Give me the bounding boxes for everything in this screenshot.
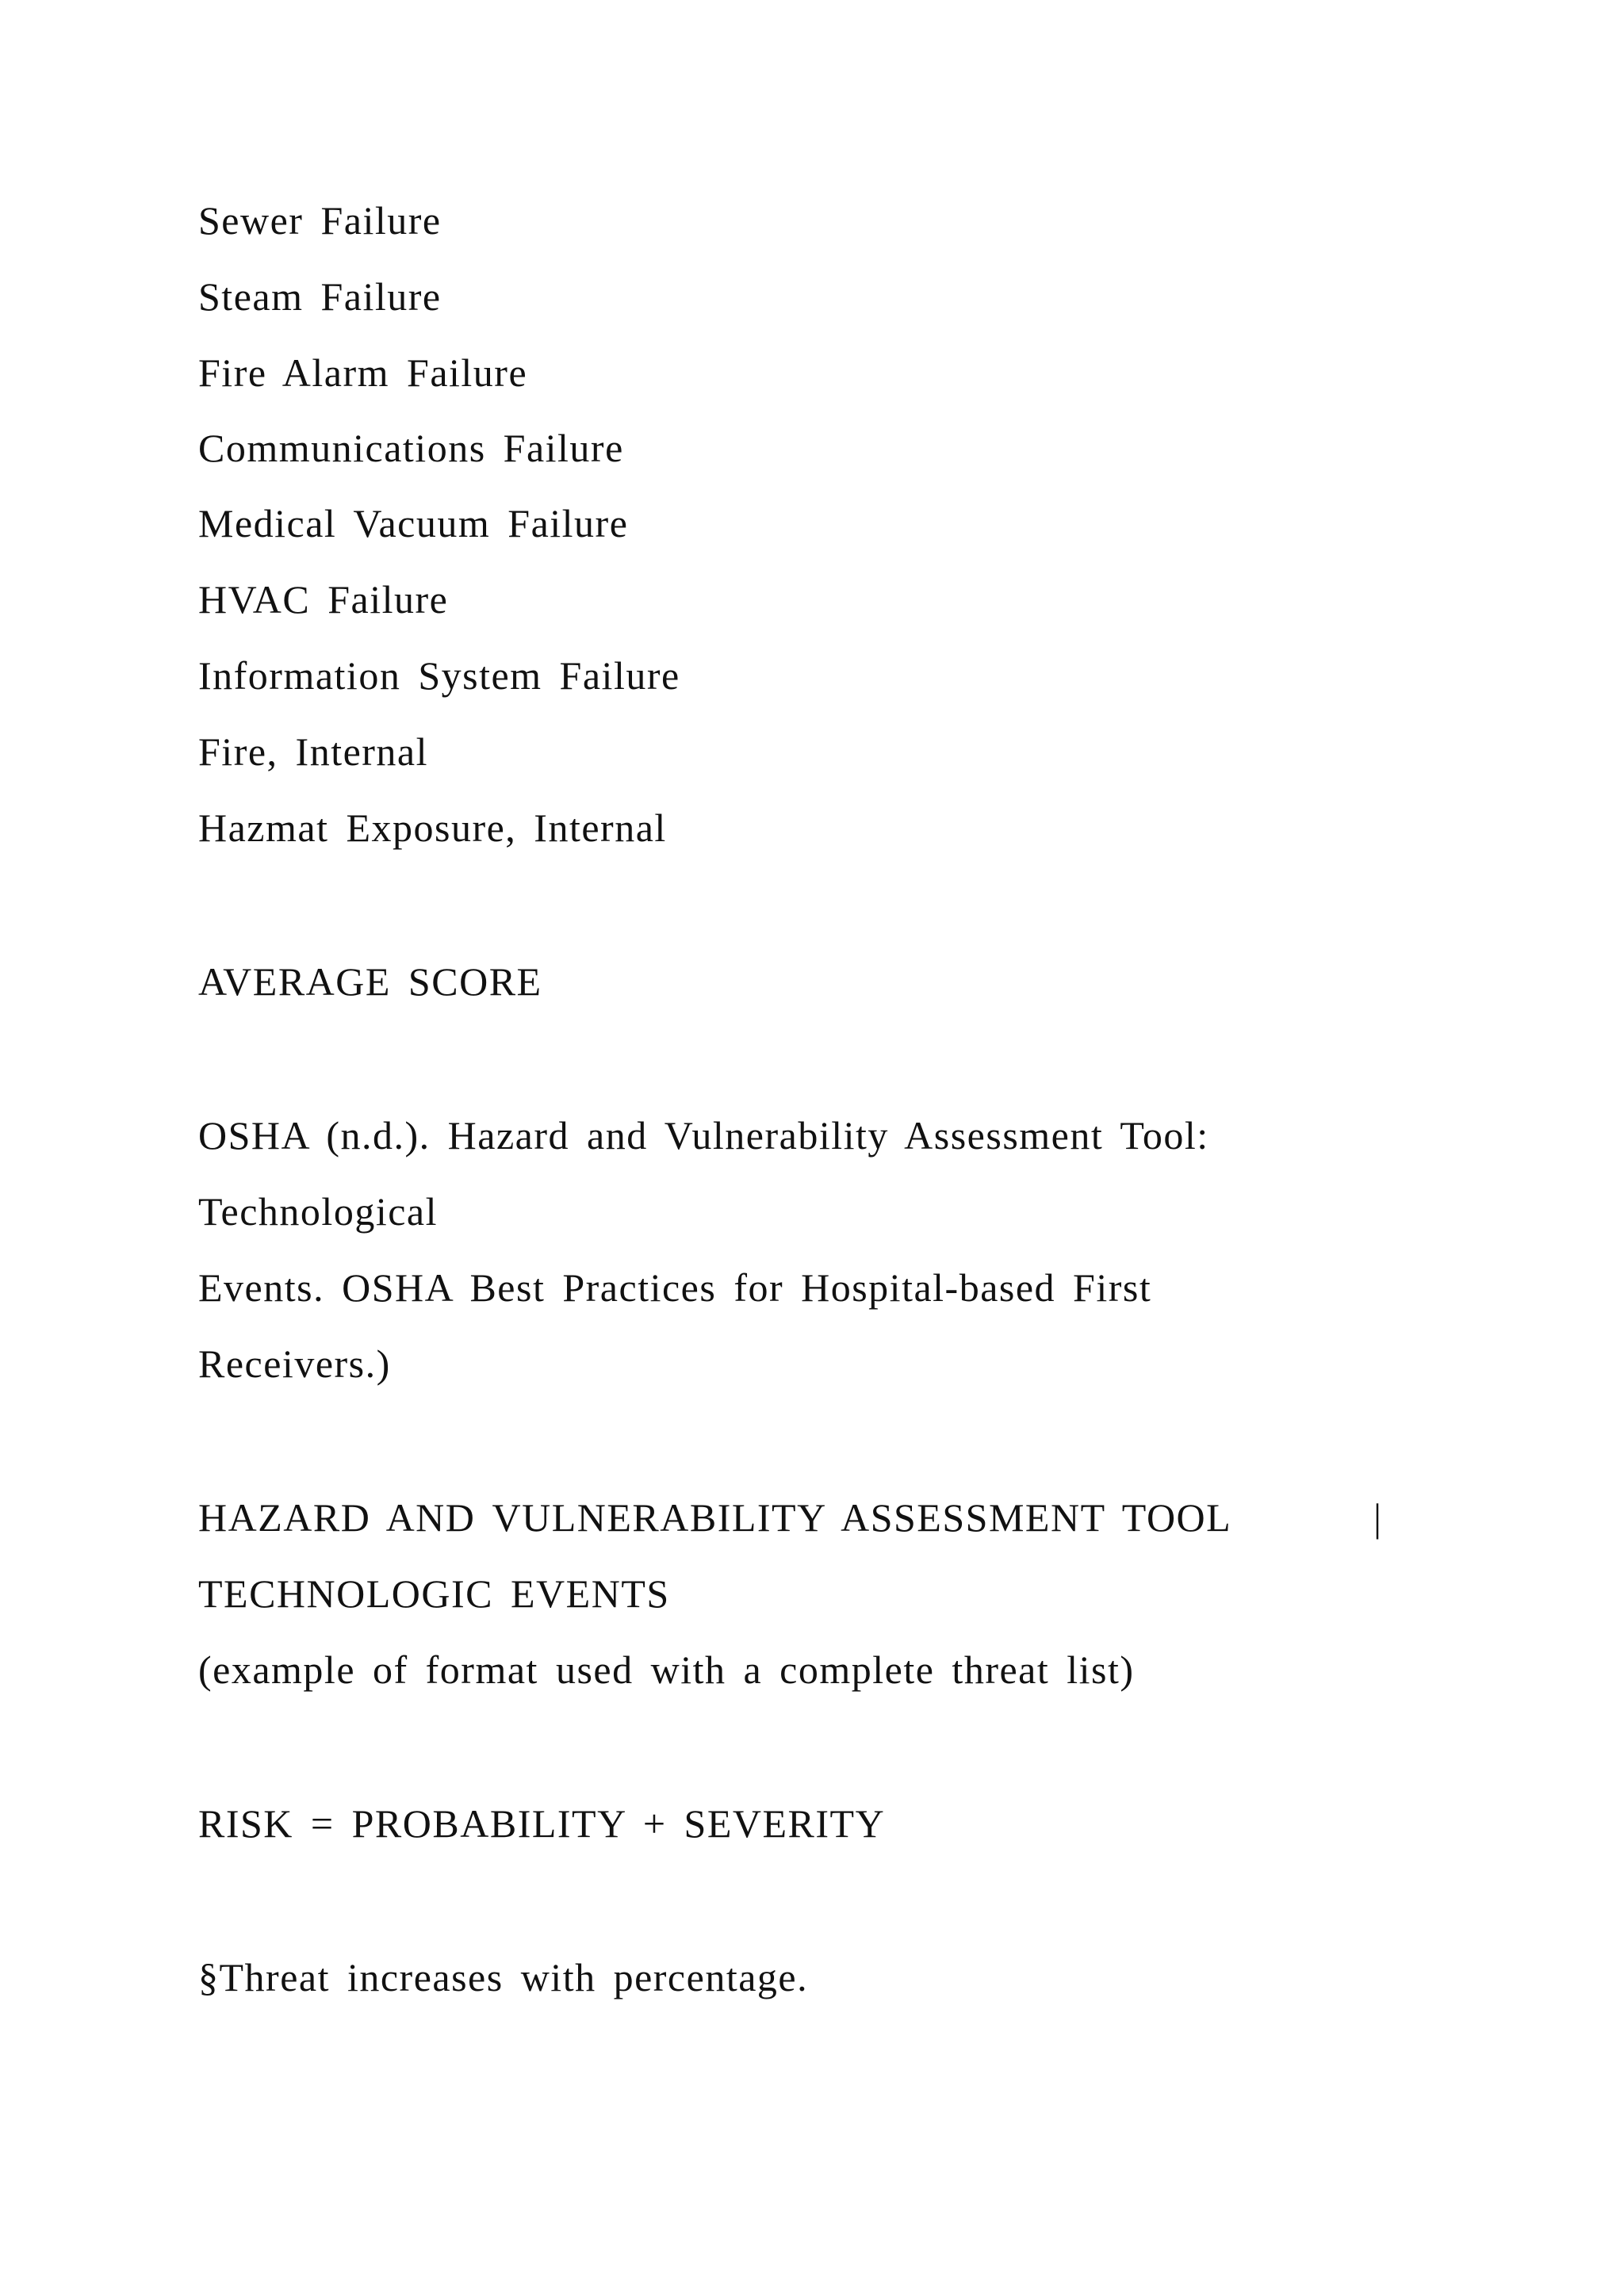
tool-subtitle: TECHNOLOGIC EVENTS: [198, 1571, 670, 1616]
threat-item: Fire, Internal: [198, 729, 429, 774]
threat-item: Medical Vacuum Failure: [198, 501, 629, 545]
average-score-heading: AVERAGE SCORE: [198, 959, 542, 1004]
threat-item: Sewer Failure: [198, 198, 442, 243]
threat-item: Information System Failure: [198, 653, 680, 698]
citation-line: Technological: [198, 1189, 438, 1234]
threat-note: §Threat increases with percentage.: [198, 1955, 809, 1999]
tool-title-separator: |: [1373, 1495, 1382, 1540]
risk-formula: RISK = PROBABILITY + SEVERITY: [198, 1801, 886, 1846]
citation-line: OSHA (n.d.). Hazard and Vulnerability Assessment Tool:: [198, 1113, 1209, 1158]
threat-item: Communications Failure: [198, 426, 624, 470]
threat-item: HVAC Failure: [198, 577, 449, 622]
citation-line: Receivers.): [198, 1341, 391, 1386]
threat-item: Steam Failure: [198, 274, 442, 319]
threat-item: Fire Alarm Failure: [198, 350, 528, 395]
threat-item: Hazmat Exposure, Internal: [198, 806, 667, 850]
tool-title: HAZARD AND VULNERABILITY ASSESSMENT TOOL: [198, 1495, 1232, 1540]
citation-line: Events. OSHA Best Practices for Hospital-based First: [198, 1265, 1152, 1310]
tool-note: (example of format used with a complete threat list): [198, 1647, 1135, 1692]
